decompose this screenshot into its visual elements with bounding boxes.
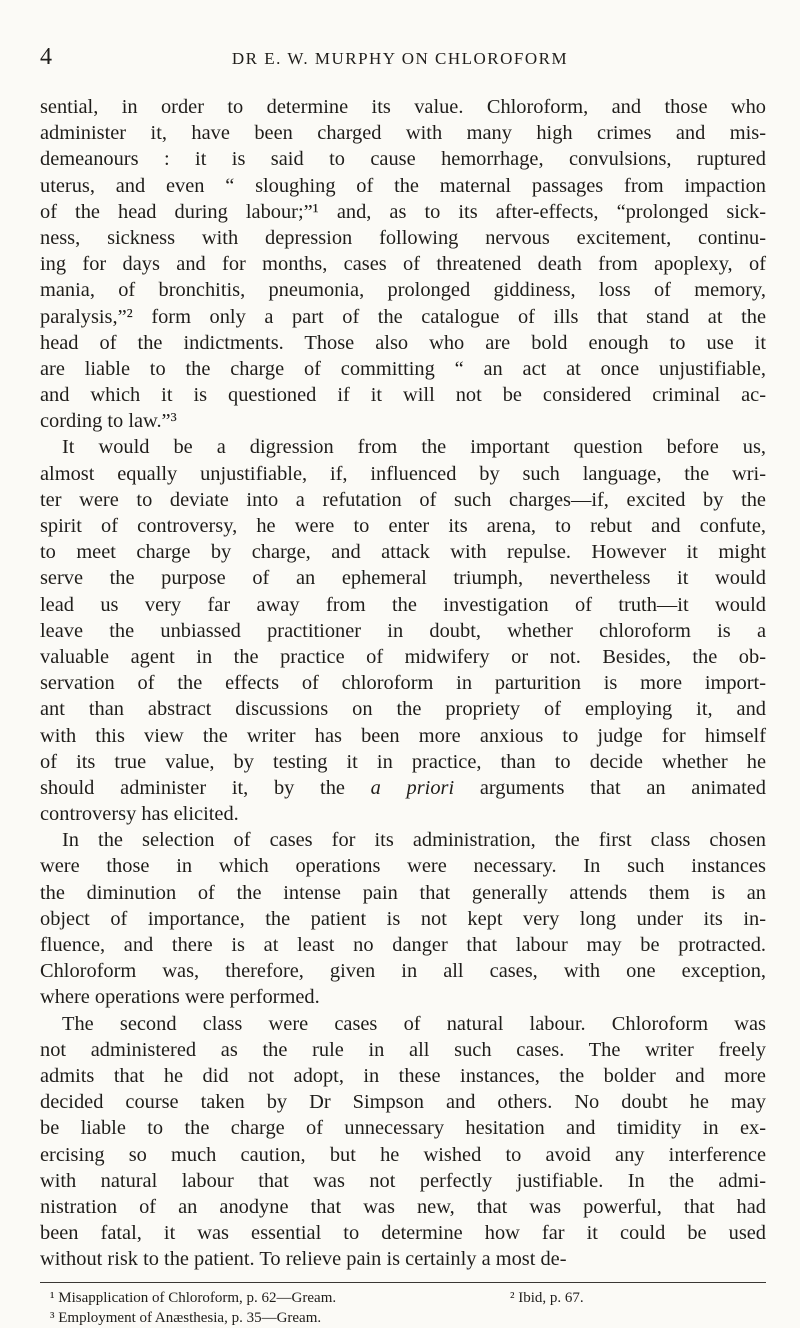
- text-line: where operations were performed.: [40, 986, 320, 1009]
- text-line: ing for days and for months, cases of threatened death from apoplexy, of: [40, 253, 766, 276]
- text-line: controversy has elicited.: [40, 803, 239, 826]
- text-line: without risk to the patient. To relieve pain is certainly a most de-: [40, 1248, 567, 1271]
- text-line: ness, sickness with depression following nervous excitement, continu-: [40, 226, 766, 249]
- paragraph: [40, 434, 766, 827]
- text-line: It would be a digression from the important question before us,: [62, 436, 766, 459]
- footnote-line: [40, 1308, 766, 1328]
- text-line: been fatal, it was essential to determine how far it could be used: [40, 1222, 766, 1245]
- text-line: paralysis,”² form only a part of the catalogue of ills that stand at the: [40, 305, 766, 328]
- text-line: mania, of bronchitis, pneumonia, prolonged giddiness, loss of memory,: [40, 279, 766, 302]
- page-number: 4: [40, 44, 52, 70]
- text-line: ant than abstract discussions on the propriety of employing it, and: [40, 698, 766, 721]
- text-line: to meet charge by charge, and attack with repulse. However it might: [40, 541, 766, 564]
- paragraph: [40, 1011, 766, 1273]
- text-line: serve the purpose of an ephemeral triumph, nevertheless it would: [40, 567, 766, 590]
- text-line: are liable to the charge of committing “ an act at once unjustifiable,: [40, 357, 766, 380]
- text-line: should administer it, by the a priori arguments that an animated: [40, 776, 767, 799]
- text-line: decided course taken by Dr Simpson and others. No doubt he may: [40, 1091, 766, 1114]
- text-line: the diminution of the intense pain that generally attends them is an: [40, 881, 766, 904]
- text-line: The second class were cases of natural labour. Chloroform was: [62, 1012, 766, 1035]
- text-line: and which it is questioned if it will not be considered criminal ac-: [40, 384, 766, 407]
- text-line: head of the indictments. Those also who are bold enough to use it: [40, 331, 766, 354]
- text-line: lead us very far away from the investigation of truth—it would: [40, 593, 766, 616]
- text-line: object of importance, the patient is not kept very long under its in-: [40, 907, 766, 930]
- footnote-line: [40, 1288, 766, 1308]
- footnote-rule: [40, 1282, 766, 1283]
- text-line: nistration of an anodyne that was new, that was powerful, that had: [40, 1195, 766, 1218]
- text-line: ercising so much caution, but he wished to avoid any interference: [40, 1143, 766, 1166]
- text-line: be liable to the charge of unnecessary hesitation and timidity in ex-: [40, 1117, 766, 1140]
- text-line: leave the unbiassed practitioner in doubt, whether chloroform is a: [40, 619, 766, 642]
- text-line: uterus, and even “ sloughing of the maternal passages from impaction: [40, 174, 766, 197]
- text-line: almost equally unjustifiable, if, influenced by such language, the wri-: [40, 462, 766, 485]
- running-head: DR E. W. MURPHY ON CHLOROFORM: [231, 49, 569, 68]
- text-line: admits that he did not adopt, in these instances, the bolder and more: [40, 1064, 766, 1087]
- footnote-3: ³ Employment of Anæsthesia, p. 35—Gream.: [50, 1310, 322, 1326]
- text-line: servation of the effects of chloroform in parturition is more import-: [40, 672, 766, 695]
- text-line: of the head during labour;”¹ and, as to its after-effects, “prolonged sick-: [40, 200, 766, 223]
- text-line: of its true value, by testing it in practice, than to decide whether he: [40, 750, 766, 773]
- footnote-1: ¹ Misapplication of Chloroform, p. 62—Gream.: [50, 1290, 337, 1306]
- text-line: valuable agent in the practice of midwifery or not. Besides, the ob-: [40, 645, 766, 668]
- page-header: [40, 44, 760, 74]
- footnotes: [40, 1288, 766, 1328]
- text-line: were those in which operations were necessary. In such instances: [40, 855, 766, 878]
- text-line: with this view the writer has been more anxious to judge for himself: [40, 724, 766, 747]
- footnote-2: ² Ibid, p. 67.: [510, 1290, 584, 1306]
- text-line: administer it, have been charged with many high crimes and mis-: [40, 122, 766, 145]
- text-line: Chloroform was, therefore, given in all cases, with one exception,: [40, 960, 766, 983]
- text-line: spirit of controversy, he were to enter its arena, to rebut and confute,: [40, 515, 766, 537]
- text-line: fluence, and there is at least no danger that labour may be protracted.: [40, 934, 766, 956]
- text-line: sential, in order to determine its value. Chloroform, and those who: [40, 96, 766, 118]
- paragraph: [40, 94, 766, 434]
- text-line: demeanours : it is said to cause hemorrhage, convulsions, ruptured: [40, 148, 766, 171]
- text-line: cording to law.”³: [40, 410, 177, 433]
- text-line: ter were to deviate into a refutation of such charges—if, excited by the: [40, 488, 766, 511]
- italic-term: a priori: [370, 776, 455, 799]
- text-line: not administered as the rule in all such cases. The writer freely: [40, 1038, 766, 1061]
- paragraph: [40, 827, 766, 1010]
- text-line: In the selection of cases for its administration, the first class chosen: [62, 829, 766, 852]
- text-line: with natural labour that was not perfectly justifiable. In the admi-: [40, 1169, 766, 1192]
- body-text: [40, 94, 766, 1272]
